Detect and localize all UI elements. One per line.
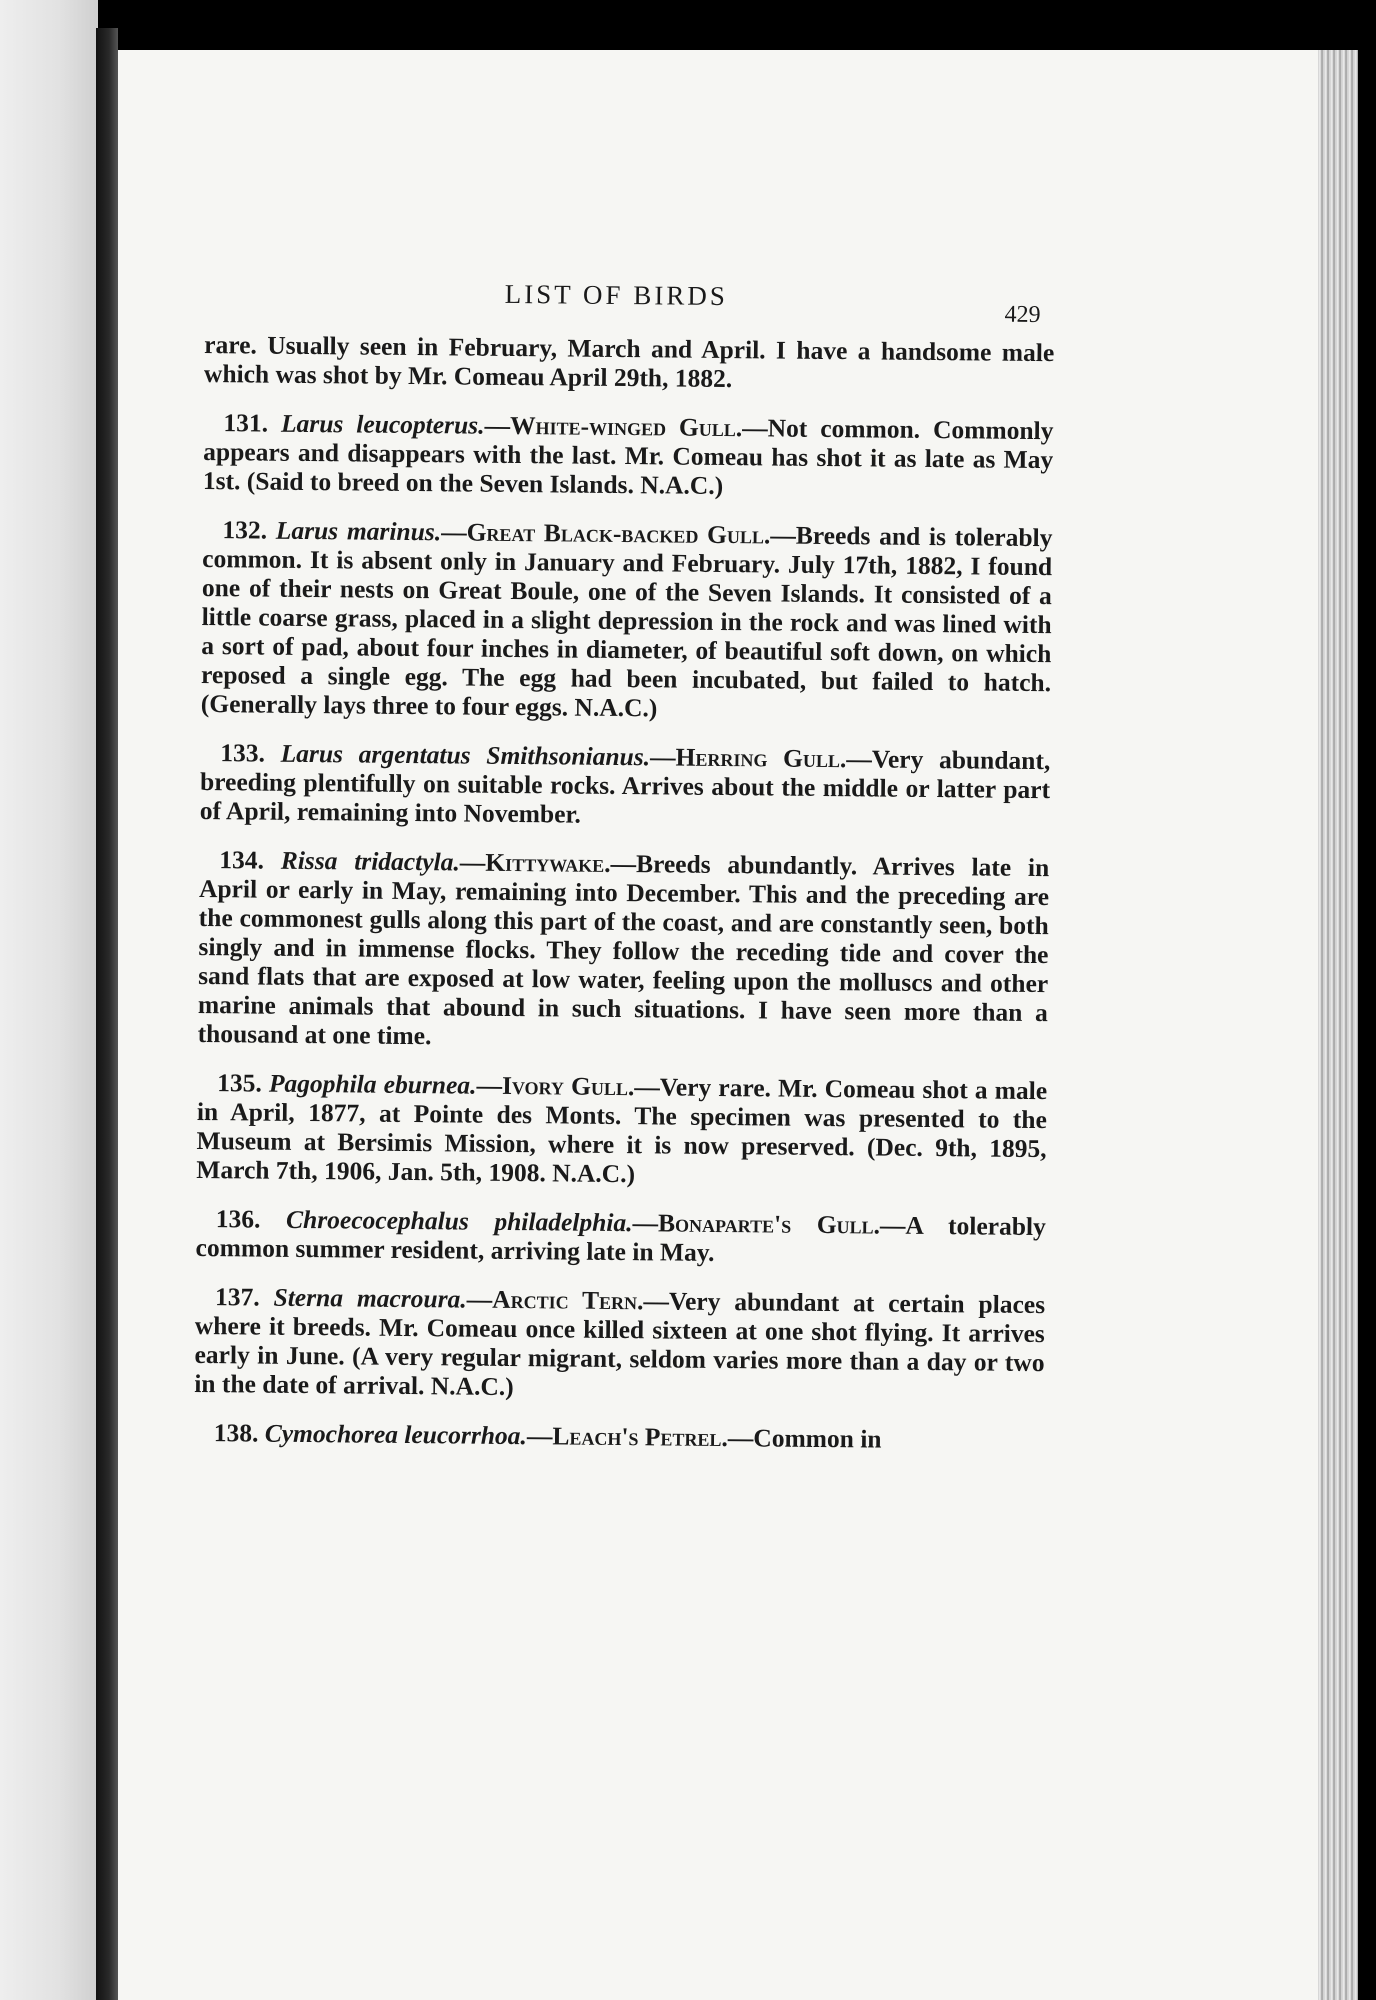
entry-number: 132. bbox=[222, 515, 268, 545]
entry-text: —Very rare. Mr. Comeau shot a male in April, 1877, at Pointe des Monts. The specimen was presented to the Museum at Bersimis Mission, where it is now preserved. (Dec. 9th, 1895, March 7th, 1906, Jan. 5th, 1908. N.A.C.) bbox=[196, 1072, 1048, 1189]
scientific-name: Larus leucopterus. bbox=[280, 408, 485, 440]
species-entry-132 bbox=[201, 515, 1053, 726]
page-text bbox=[194, 268, 1055, 1455]
scientific-name: Rissa tridactyla. bbox=[280, 845, 460, 877]
common-name: —Kittywake. bbox=[459, 847, 611, 878]
entry-number: 131. bbox=[223, 408, 269, 438]
species-entry-131 bbox=[203, 408, 1054, 503]
facing-page-edge bbox=[0, 0, 98, 2000]
species-entry-133 bbox=[200, 738, 1051, 833]
scientific-name: Larus argentatus Smithsonianus. bbox=[280, 738, 651, 772]
scientific-name: Pagophila eburnea. bbox=[268, 1068, 477, 1100]
entry-number: 136. bbox=[215, 1204, 261, 1234]
running-head: LIST OF BIRDS bbox=[504, 278, 728, 312]
entry-text: —A tolerably common summer resident, arriving late in May. bbox=[195, 1210, 1046, 1267]
common-name: —Leach's Petrel. bbox=[526, 1421, 728, 1453]
common-name: —Herring Gull. bbox=[649, 742, 847, 774]
entry-text: —Common in bbox=[727, 1423, 882, 1454]
scientific-name: Sterna macroura. bbox=[273, 1282, 467, 1314]
common-name: —Great Black-backed Gull. bbox=[441, 517, 771, 550]
entry-text: —Not common. Commonly appears and disappears with the last. Mr. Comeau has shot it as late as May 1st. (Said to breed on the Seven Islands. N.A.C.) bbox=[202, 413, 1054, 500]
continuation-paragraph: rare. Usually seen in February, March and April. I have a handsome male which was shot by Mr. Comeau April 29th, 1882. bbox=[203, 329, 1055, 394]
species-entry-135 bbox=[196, 1068, 1047, 1192]
entry-number: 135. bbox=[217, 1068, 262, 1098]
entry-number: 133. bbox=[220, 738, 266, 768]
common-name: —White-winged Gull. bbox=[484, 410, 743, 443]
page-header bbox=[204, 268, 1055, 338]
scientific-name: Larus marinus. bbox=[275, 515, 442, 547]
species-entry-134 bbox=[198, 845, 1050, 1056]
entry-text: —Breeds and is tolerably common. It is absent only in January and February. July 17th, 1882, I found one of their nests on Great Boule, one of the Seven Islands. It consisted of a little coarse grass, placed in a slight depression in the rock and was lined with a sort of pad, about four inches in diameter, of beautiful soft down, on which reposed a single egg. The egg had been incubated, but failed to hatch. (Generally lays three to four eggs. N.A.C.) bbox=[200, 520, 1053, 723]
entry-text: —Very abundant at certain places where it breeds. Mr. Comeau once killed sixteen at one shot flying. It arrives early in June. (A very regular migrant, seldom varies more than a day or two in the date of arrival. N.A.C.) bbox=[194, 1286, 1046, 1402]
entry-number: 134. bbox=[219, 845, 265, 875]
common-name: —Bonaparte's Gull. bbox=[632, 1208, 881, 1240]
scientific-name: Cymochorea leucorrhoa. bbox=[264, 1418, 528, 1451]
book-gutter bbox=[96, 28, 118, 2000]
entry-text: —Breeds abundantly. Arrives late in April or early in May, remaining into December. This and the preceding are the commonest gulls along this part of the coast, and are constantly seen, both singly and in immense flocks. They follow the receding tide and cover the sand flats that are exposed at low water, feeling upon the molluscs and other marine animals that abound in such situations. I have seen more than a thousand at one time. bbox=[197, 848, 1050, 1051]
common-name: —Ivory Gull. bbox=[476, 1070, 635, 1102]
scientific-name: Chroecocephalus philadelphia. bbox=[285, 1204, 633, 1238]
entry-number: 138. bbox=[213, 1418, 259, 1448]
species-entry-137 bbox=[194, 1282, 1045, 1406]
entry-number: 137. bbox=[214, 1282, 260, 1312]
common-name: —Arctic Tern. bbox=[466, 1284, 644, 1316]
page-stack-edge bbox=[1318, 50, 1358, 2000]
entry-text: —Very abundant, breeding plentifully on suitable rocks. Arrives about the middle or latter part of April, remaining into November. bbox=[199, 744, 1051, 829]
page-number: 429 bbox=[1004, 301, 1041, 329]
species-entry-136 bbox=[195, 1204, 1046, 1270]
